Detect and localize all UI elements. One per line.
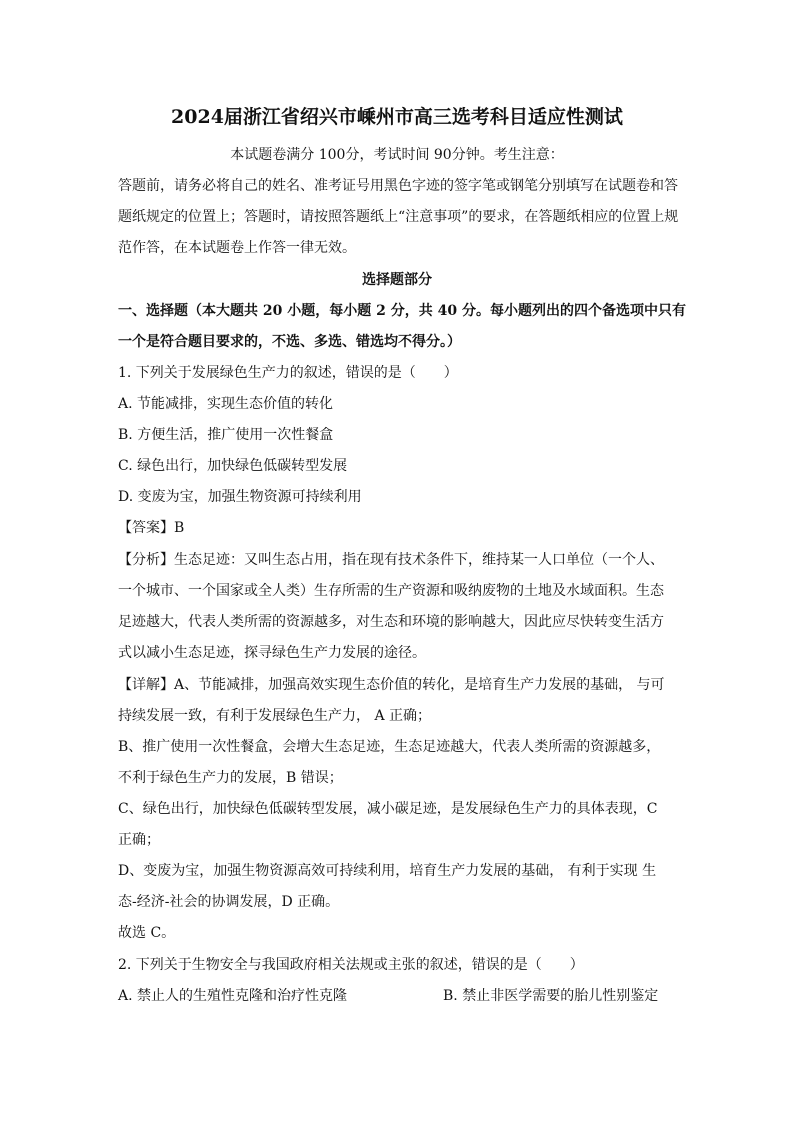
part-heading-line: 一、选择题（本大题共 20 小题，每小题 2 分，共 40 分。每小题列出的四个备选项中只有	[118, 303, 686, 319]
exam-title: 2024届浙江省绍兴市嵊州市高三选考科目适应性测试	[171, 106, 623, 128]
question-2-option-b: B. 禁止非医学需要的胎儿性别鉴定	[443, 988, 659, 1004]
part-heading-line: 一个是符合题目要求的，不选、多选、错选均不得分。）	[118, 334, 461, 350]
notice-line: 题纸规定的位置上；答题时，请按照答题纸上“注意事项”的要求，在答题纸相应的位置上规	[118, 209, 679, 225]
section-heading: 选择题部分	[362, 272, 432, 288]
question-1-answer: 【答案】B	[118, 520, 185, 536]
analysis-line: 足迹越大，代表人类所需的资源越多，对生态和环境的影响越大，因此应尽快转变生活方	[118, 614, 664, 630]
question-1-stem: 1. 下列关于发展绿色生产力的叙述，错误的是（ ）	[118, 365, 458, 381]
intro-line: 本试题卷满分 100分，考试时间 90分钟。考生注意：	[230, 147, 564, 163]
analysis-line: 【分析】生态足迹：又叫生态占用，指在现有技术条件下，维持某一人口单位（一个人、	[118, 552, 664, 568]
question-1-option-b: B. 方便生活，推广使用一次性餐盒	[118, 427, 334, 443]
analysis-line: 一个城市、一个国家或全人类）生存所需的生产资源和吸纳废物的土地及水域面积。生态	[118, 583, 664, 599]
detail-line: C、绿色出行，加快绿色低碳转型发展，减小碳足迹，是发展绿色生产力的具体表现，C	[118, 801, 658, 817]
detail-line: D、变废为宝，加强生物资源高效可持续利用，培育生产力发展的基础， 有利于实现 生	[118, 863, 657, 879]
detail-line: 不利于绿色生产力的发展，B 错误；	[118, 770, 343, 786]
detail-line: B、推广使用一次性餐盒，会增大生态足迹，生态足迹越大，代表人类所需的资源越多，	[118, 739, 661, 755]
detail-line: 【详解】A、节能减排，加强高效实现生态价值的转化，是培育生产力发展的基础， 与可	[118, 677, 665, 693]
detail-line: 正确；	[118, 832, 160, 848]
notice-line: 范作答，在本试题卷上作答一律无效。	[118, 240, 356, 256]
notice-line: 答题前，请务必将自己的姓名、准考证号用黑色字迹的签字笔或钢笔分别填写在试题卷和答	[118, 178, 678, 194]
detail-line: 态-经济-社会的协调发展，D 正确。	[118, 894, 340, 910]
question-1-option-c: C. 绿色出行，加快绿色低碳转型发展	[118, 458, 348, 474]
detail-line: 持续发展一致，有利于发展绿色生产力， A 正确；	[118, 708, 432, 724]
question-1-option-a: A. 节能减排，实现生态价值的转化	[118, 396, 334, 412]
analysis-line: 式以减小生态足迹，探寻绿色生产力发展的途径。	[118, 645, 426, 661]
question-2-stem: 2. 下列关于生物安全与我国政府相关法规或主张的叙述，错误的是（ ）	[118, 957, 584, 973]
question-1-option-d: D. 变废为宝，加强生物资源可持续利用	[118, 489, 362, 505]
detail-line: 故选 C。	[118, 925, 176, 941]
question-2-option-a: A. 禁止人的生殖性克隆和治疗性克隆	[118, 988, 348, 1004]
